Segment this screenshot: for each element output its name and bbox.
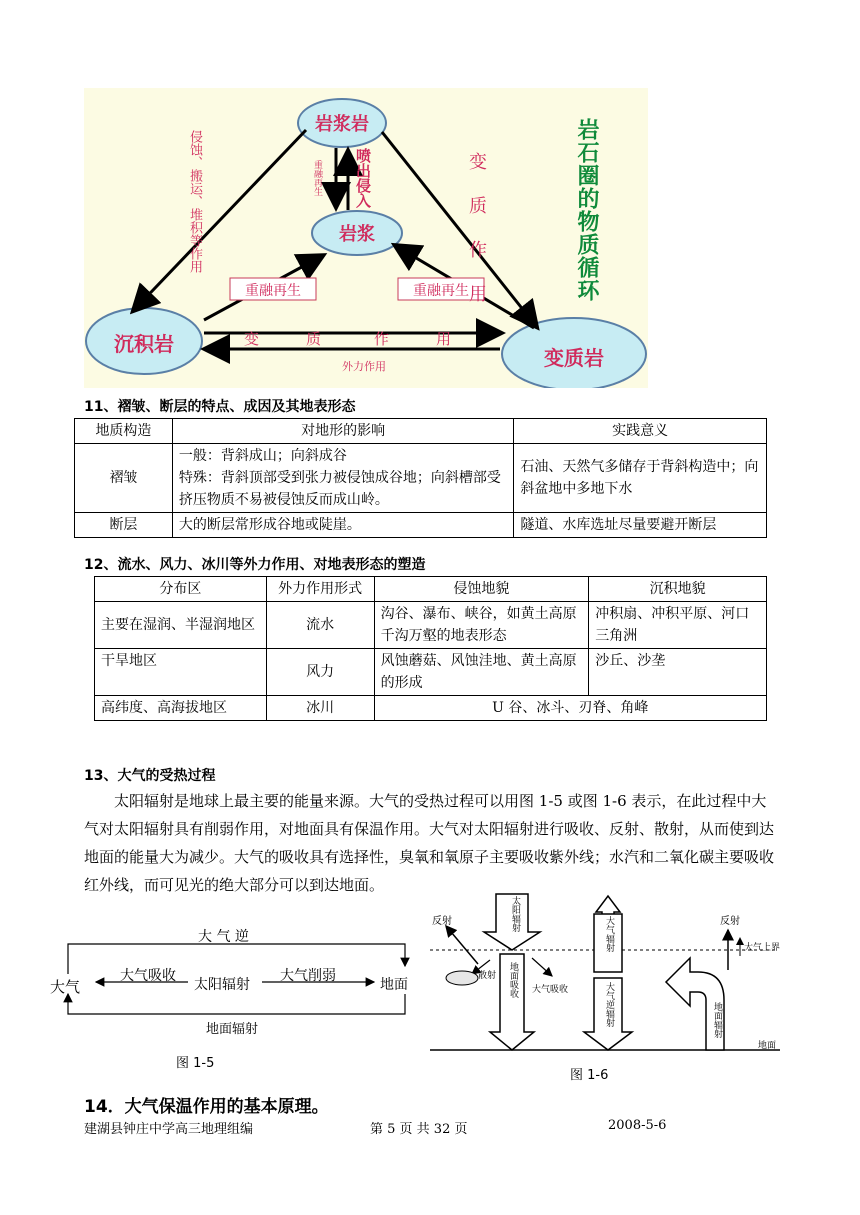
landform-cell: U 谷、冰斗、刃脊、角峰	[374, 696, 766, 721]
fig16-ground: 地面	[758, 1041, 777, 1051]
erosion-cell: 沟谷、瀑布、峡谷，如黄土高原千沟万壑的地表形态	[374, 602, 589, 649]
fig15-solar: 太阳辐射	[194, 977, 250, 993]
fig15-caption: 图 1-5	[176, 1056, 215, 1071]
atm-absorb-arrow	[532, 958, 552, 976]
table-row	[75, 419, 767, 444]
metamorphism-bottom-char: 变	[244, 330, 260, 348]
table-header: 对地形的影响	[172, 419, 513, 444]
fig15-absorb: 大气吸收	[120, 968, 176, 984]
figure-1-5	[48, 922, 418, 1072]
form-cell: 风力	[266, 649, 374, 696]
fig16-reflect-right: 反射	[720, 916, 740, 927]
reflect-left-arrow	[446, 926, 478, 964]
fig16-caption: 图 1-6	[570, 1068, 609, 1083]
remelt-right-label: 重融再生	[413, 283, 469, 299]
area-cell: 主要在湿润、半湿润地区	[95, 602, 267, 649]
section12-heading: 12、流水、风力、冰川等外力作用、对地表形态的塑造	[84, 557, 426, 573]
fault-impact: 大的断层常形成谷地或陡崖。	[172, 513, 513, 538]
area-cell: 干旱地区	[95, 649, 267, 696]
table-header: 实践意义	[514, 419, 767, 444]
table-row	[95, 696, 767, 721]
external-force-label: 外力作用	[342, 360, 386, 373]
fold-impact-special: 特殊：背斜顶部受到张力被侵蚀成谷地；向斜槽部受挤压物质不易被侵蚀反而成山岭。	[178, 470, 501, 508]
metamorphism-bottom-char: 作	[374, 330, 390, 348]
table-header: 地质构造	[75, 419, 173, 444]
form-cell: 流水	[266, 602, 374, 649]
fault-meaning: 隧道、水库选址尽量要避开断层	[514, 513, 767, 538]
deposit-cell: 冲积扇、冲积平原、河口三角洲	[589, 602, 767, 649]
table-row	[95, 577, 767, 602]
magma-label: 岩浆	[339, 224, 375, 245]
metamorphic-rock-label: 变质岩	[544, 346, 604, 370]
remelt-left-label: 重融再生	[245, 283, 301, 299]
fig15-ground-radiation: 地面辐射	[206, 1022, 259, 1037]
fold-impact-cell	[172, 444, 513, 513]
fig16-ground-radiation: 地面辐射	[712, 1002, 722, 1038]
ground-radiation-line	[68, 994, 405, 1014]
footer-right: 2008-5-6	[608, 1118, 667, 1133]
fig16-scatter: 散射	[478, 971, 497, 981]
section13-paragraph	[84, 787, 776, 899]
metamorphism-bottom-char: 质	[306, 330, 322, 348]
fig16-reflect-left: 反射	[432, 916, 452, 927]
table-row	[75, 444, 767, 513]
rock-cycle-title: 岩石圈的物质循环	[574, 118, 600, 302]
fig16-counter-radiation: 大气逆辐射	[604, 982, 614, 1027]
table-row	[95, 649, 767, 696]
rock-cycle-diagram	[84, 88, 648, 388]
fold-impact-general: 一般：背斜成山；向斜成谷	[178, 448, 347, 464]
table-row	[75, 513, 767, 538]
form-cell: 冰川	[266, 696, 374, 721]
fig15-top-label: 大 气 逆	[198, 929, 249, 945]
paragraph-text: 太阳辐射是地球上最主要的能量来源。大气的受热过程可以用图 1-5 或图 1-6 表示，在此过程中大气对太阳辐射具有削弱作用，对地面具有保温作用。大气对太阳辐射进行吸收、反射、散射，从而使到达地面的能量大为减少。大气的吸收具有选择性，臭氧和氧原子主要吸收紫外线；水汽和二氧化碳主要吸收红外线，而可见光的绝大部分可以到达地面。	[84, 792, 775, 894]
fold-fault-table	[74, 418, 767, 538]
table-header: 外力作用形式	[266, 577, 374, 602]
footer-center: 第 5 页 共 32 页	[370, 1122, 468, 1137]
metamorphism-right-label: 变质作用	[466, 152, 487, 328]
left-process-label: 侵蚀、搬运、堆积等作用	[187, 130, 202, 273]
fold-meaning: 石油、天然气多储存于背斜构造中；向斜盆地中多地下水	[514, 444, 767, 513]
fault-name: 断层	[75, 513, 173, 538]
table-row	[95, 602, 767, 649]
erosion-cell: 风蚀蘑菇、风蚀洼地、黄土高原的形成	[374, 649, 589, 696]
fig15-ground: 地面	[380, 977, 408, 993]
fig15-atmosphere: 大气	[50, 978, 81, 996]
deposit-cell: 沙丘、沙垄	[589, 649, 767, 696]
section13-heading: 13、大气的受热过程	[84, 768, 216, 784]
section14-heading: 14．大气保温作用的基本原理。	[84, 1097, 329, 1117]
sedimentary-rock-label: 沉积岩	[114, 332, 174, 356]
counter-radiation-line	[68, 944, 405, 974]
section11-heading: 11、褶皱、断层的特点、成因及其地表形态	[84, 399, 356, 415]
fig16-atm-radiation: 大气辐射	[604, 916, 614, 952]
fig16-upper-boundary: 大气上界	[744, 943, 781, 953]
metamorphism-bottom-char: 用	[436, 330, 452, 348]
fig15-weaken: 大气削弱	[280, 968, 336, 984]
external-force-table	[94, 576, 767, 721]
table-header: 沉积地貌	[589, 577, 767, 602]
fig16-atm-absorb: 大气吸收	[532, 985, 569, 995]
magmatic-rock-label: 岩浆岩	[315, 114, 369, 135]
cloud-icon	[446, 971, 478, 985]
footer-left: 建湖县钟庄中学高三地理组编	[84, 1122, 254, 1137]
remelt-small-label: 重融再生	[312, 160, 322, 196]
fold-name: 褶皱	[75, 444, 173, 513]
fig16-ground-absorb: 地面吸收	[508, 962, 518, 998]
fig16-solar: 太阳辐射	[510, 896, 520, 932]
table-header: 分布区	[95, 577, 267, 602]
eruption-label: 喷出侵入	[354, 148, 372, 208]
table-header: 侵蚀地貌	[374, 577, 589, 602]
figure-1-6	[428, 892, 784, 1082]
area-cell: 高纬度、高海拔地区	[95, 696, 267, 721]
